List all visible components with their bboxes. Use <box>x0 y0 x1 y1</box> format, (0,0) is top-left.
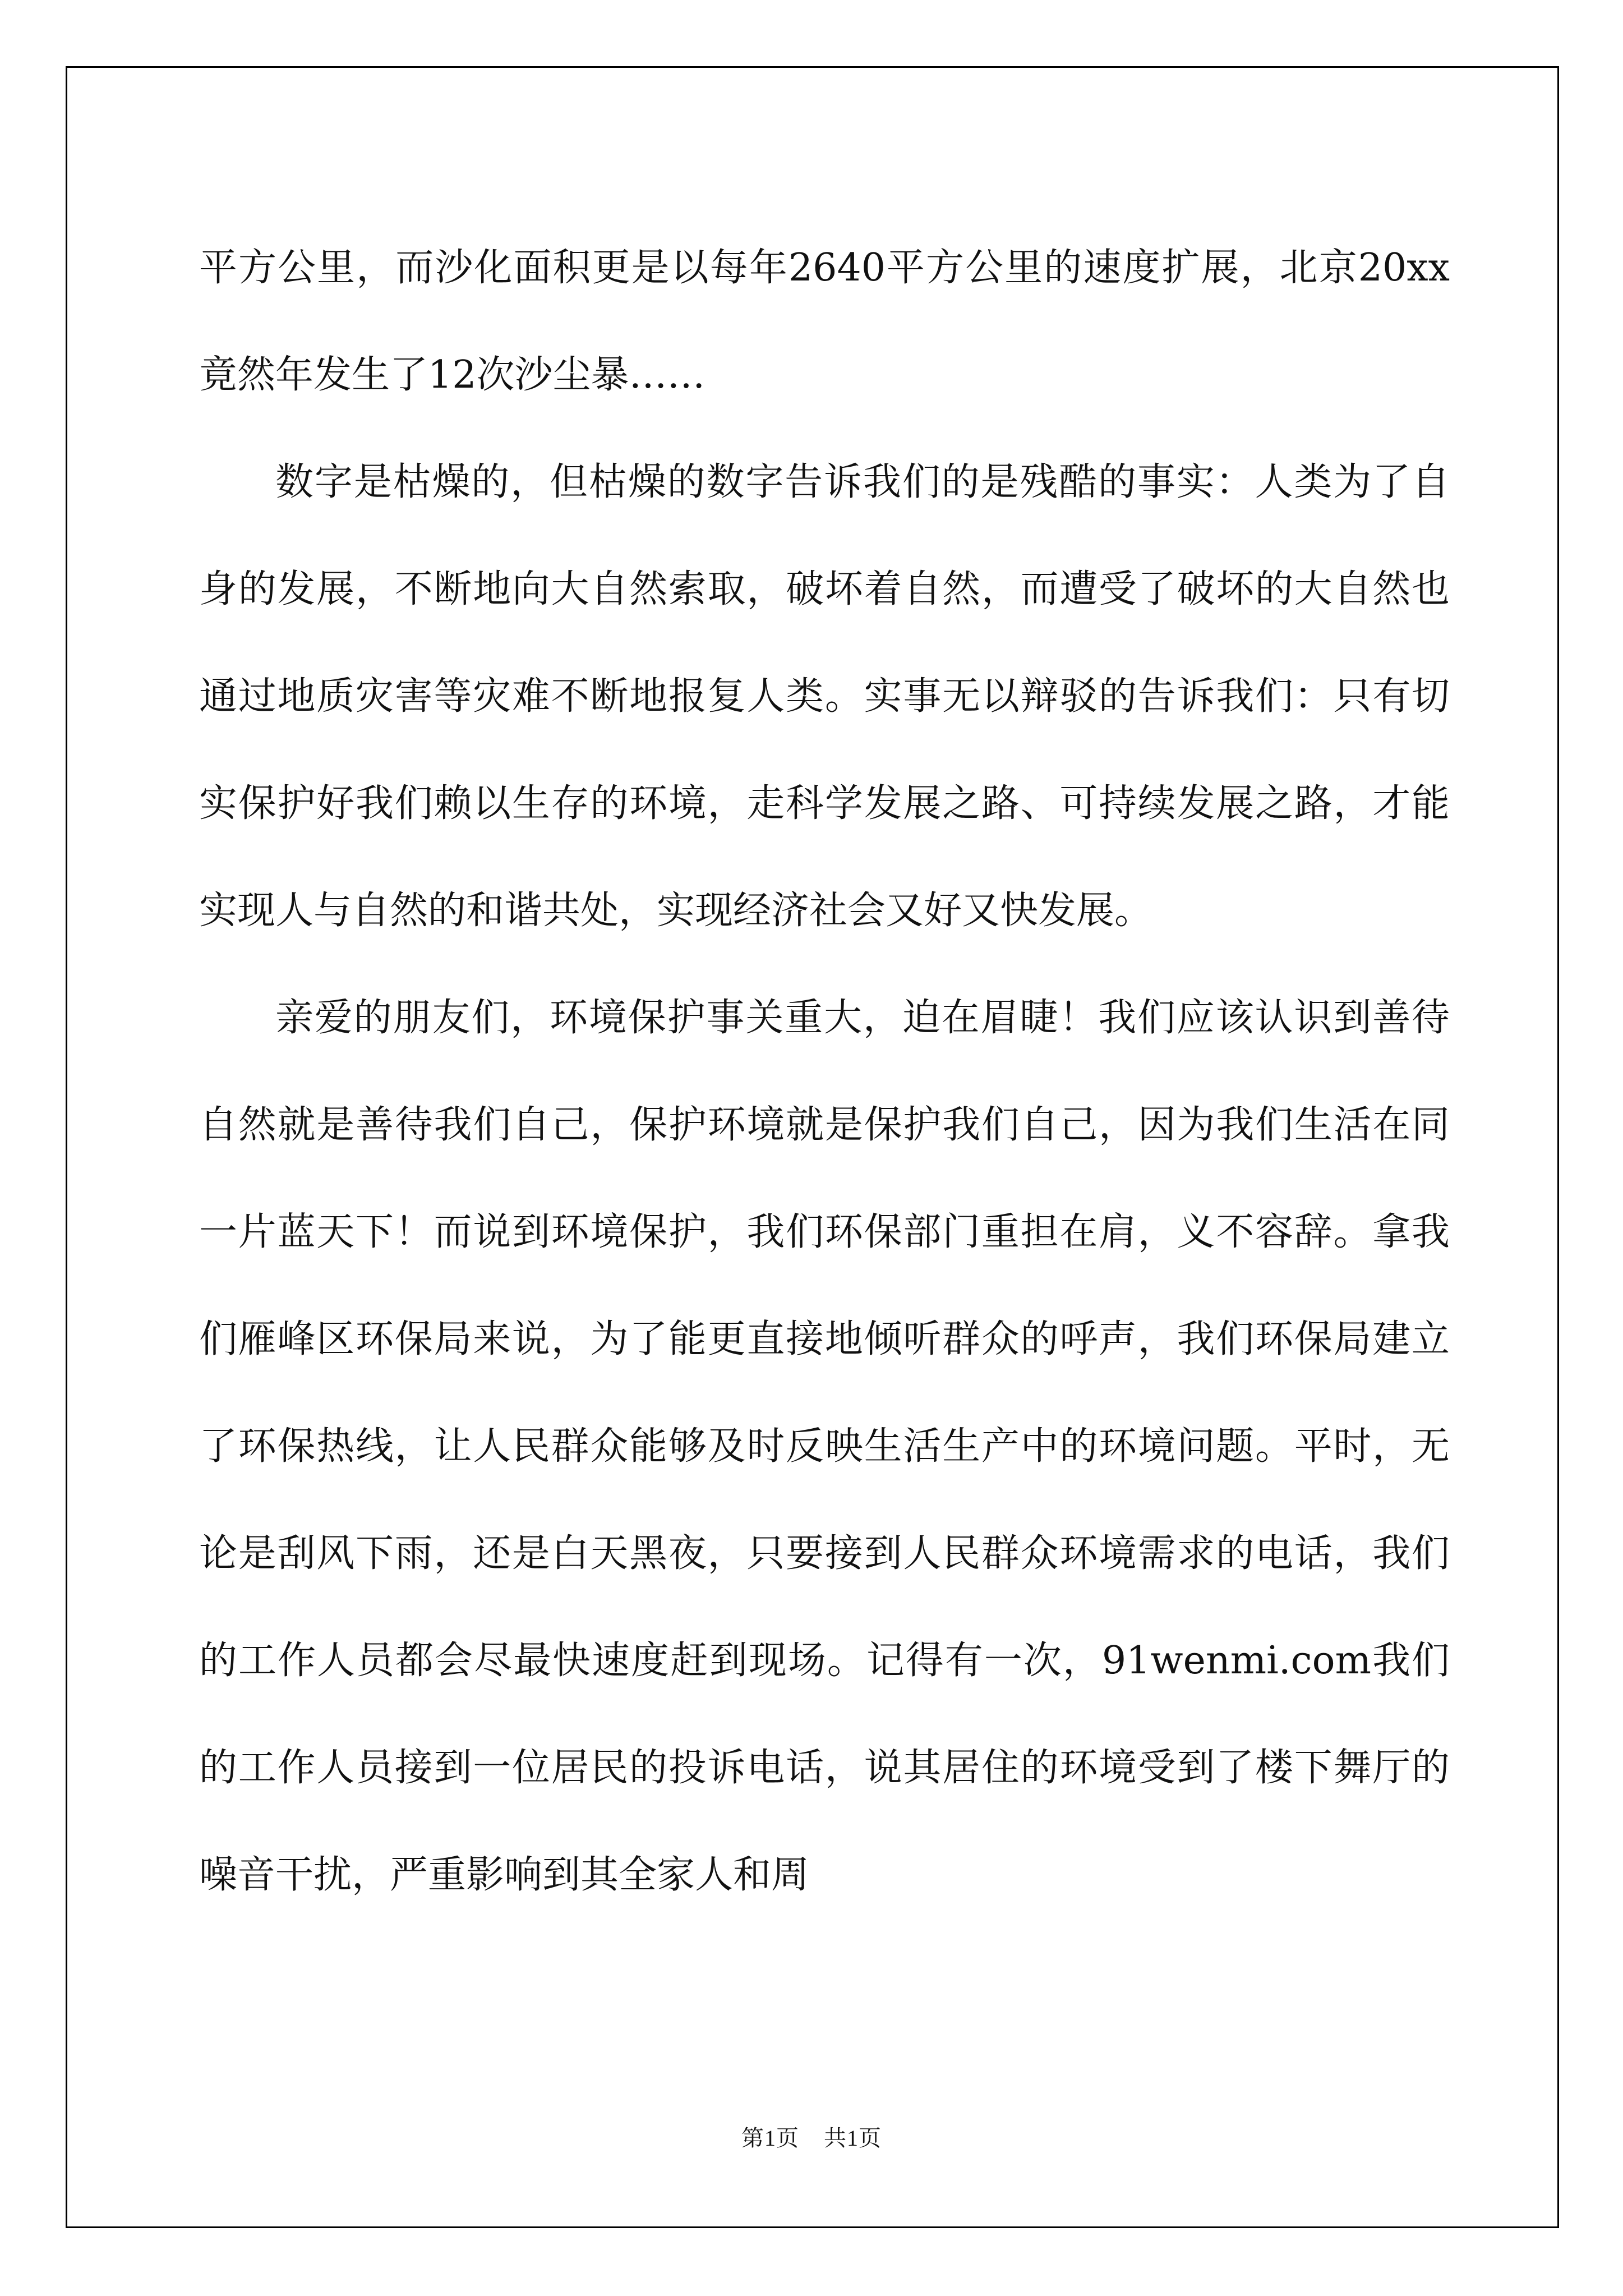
paragraph-1: 平方公里，而沙化面积更是以每年2640平方公里的速度扩展，北京20xx竟然年发生了12次沙尘暴…… <box>199 246 1450 397</box>
document-body <box>199 214 1450 1929</box>
page-footer <box>0 2120 1623 2152</box>
page-number-total: 共1页 <box>824 2125 882 2151</box>
paragraph-3: 亲爱的朋友们，环境保护事关重大，迫在眉睫！我们应该认识到善待自然就是善待我们自己，保护环境就是保护我们自己，因为我们生活在同一片蓝天下！而说到环境保护，我们环保部门重担在肩，义不容辞。拿我们雁峰区环保局来说，为了能更直接地倾听群众的呼声，我们环保局建立了环保热线，让人民群众能够及时反映生活生产中的环境问题。平时，无论是刮风下雨，还是白天黑夜，只要接到人民群众环境需求的电话，我们的工作人员都会尽最快速度赶到现场。记得有一次，91wenmi.com我们的工作人员接到一位居民的投诉电话，说其居住的环境受到了楼下舞厅的噪音干扰，严重影响到其全家人和周 <box>199 996 1450 1897</box>
page-number-current: 第1页 <box>741 2125 799 2151</box>
paragraph-2: 数字是枯燥的，但枯燥的数字告诉我们的是残酷的事实：人类为了自身的发展，不断地向大自然索取，破坏着自然，而遭受了破坏的大自然也通过地质灾害等灾难不断地报复人类。实事无以辩驳的告诉我们：只有切实保护好我们赖以生存的环境，走科学发展之路、可持续发展之路，才能实现人与自然的和谐共处，实现经济社会又好又快发展。 <box>199 460 1450 933</box>
